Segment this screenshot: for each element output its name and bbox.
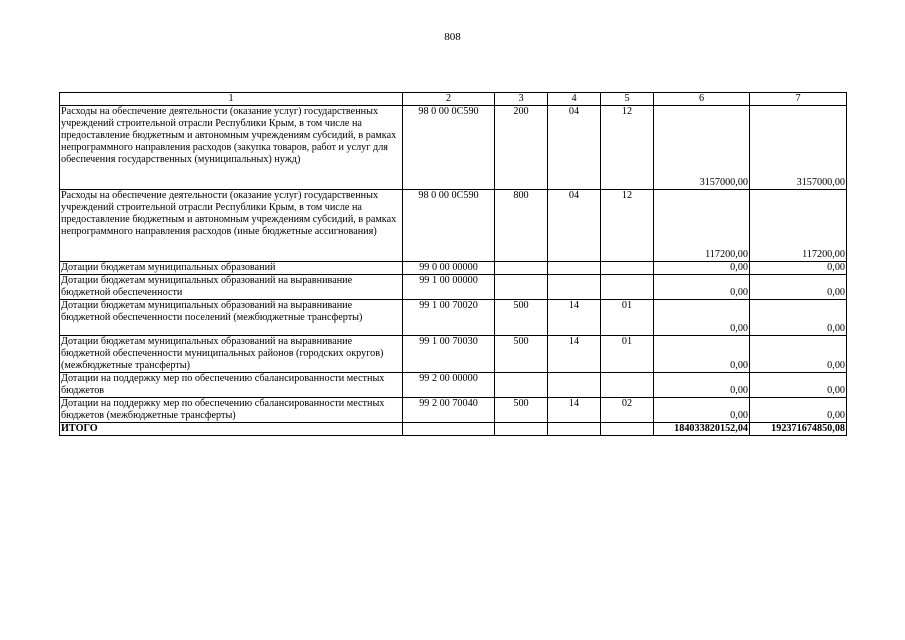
row-sum-2: 0,00 — [750, 262, 847, 275]
row-kvr — [495, 275, 548, 300]
row-code: 99 1 00 00000 — [403, 275, 495, 300]
row-name: Дотации бюджетам муниципальных образований на выравнивание бюджетной обеспеченности поселений (межбюджетные трансферты) — [60, 300, 403, 336]
row-sum-2: 0,00 — [750, 275, 847, 300]
row-kvr — [495, 262, 548, 275]
column-header: 7 — [750, 93, 847, 106]
column-header: 2 — [403, 93, 495, 106]
total-label: ИТОГО — [60, 423, 403, 436]
page-number: 808 — [444, 31, 461, 43]
empty-cell — [601, 423, 654, 436]
row-rz: 04 — [548, 106, 601, 190]
column-header: 6 — [654, 93, 750, 106]
row-sum-1: 3157000,00 — [654, 106, 750, 190]
row-pr: 02 — [601, 398, 654, 423]
row-pr — [601, 373, 654, 398]
table-row — [60, 275, 847, 300]
table-row — [60, 373, 847, 398]
table-row — [60, 398, 847, 423]
row-rz — [548, 262, 601, 275]
row-rz — [548, 275, 601, 300]
row-name: Дотации на поддержку мер по обеспечению сбалансированности местных бюджетов (межбюджетные трансферты) — [60, 398, 403, 423]
row-pr — [601, 262, 654, 275]
row-kvr: 500 — [495, 336, 548, 373]
row-name: Дотации на поддержку мер по обеспечению сбалансированности местных бюджетов — [60, 373, 403, 398]
empty-cell — [495, 423, 548, 436]
row-sum-2: 0,00 — [750, 300, 847, 336]
row-sum-2: 0,00 — [750, 373, 847, 398]
column-header: 1 — [60, 93, 403, 106]
table-row — [60, 336, 847, 373]
row-rz: 14 — [548, 336, 601, 373]
row-code: 99 2 00 70040 — [403, 398, 495, 423]
row-name: Расходы на обеспечение деятельности (оказание услуг) государственных учреждений строительной отрасли Республики Крым, в том числе на предоставление бюджетным и автономным учреждениям субсидий, в рамках непрограммного направления расходов (закупка товаров, работ и услуг для обеспечения государственных (муниципальных) нужд) — [60, 106, 403, 190]
row-code: 99 2 00 00000 — [403, 373, 495, 398]
row-sum-2: 3157000,00 — [750, 106, 847, 190]
row-sum-1: 0,00 — [654, 275, 750, 300]
table-row — [60, 262, 847, 275]
row-rz: 04 — [548, 190, 601, 262]
row-rz: 14 — [548, 398, 601, 423]
row-kvr: 500 — [495, 398, 548, 423]
total-row — [60, 423, 847, 436]
row-rz: 14 — [548, 300, 601, 336]
row-code: 99 1 00 70030 — [403, 336, 495, 373]
total-sum-2: 192371674850,08 — [750, 423, 847, 436]
table-header-row — [60, 93, 847, 106]
row-sum-1: 0,00 — [654, 336, 750, 373]
row-sum-1: 0,00 — [654, 300, 750, 336]
row-code: 99 1 00 70020 — [403, 300, 495, 336]
row-pr: 12 — [601, 190, 654, 262]
row-pr — [601, 275, 654, 300]
table-row — [60, 190, 847, 262]
row-sum-2: 117200,00 — [750, 190, 847, 262]
row-pr: 12 — [601, 106, 654, 190]
row-code: 99 0 00 00000 — [403, 262, 495, 275]
row-sum-1: 0,00 — [654, 398, 750, 423]
row-name: Расходы на обеспечение деятельности (оказание услуг) государственных учреждений строительной отрасли Республики Крым, в том числе на предоставление бюджетным и автономным учреждениям субсидий, в рамках непрограммного направления расходов (иные бюджетные ассигнования) — [60, 190, 403, 262]
row-code: 98 0 00 0С590 — [403, 106, 495, 190]
table-row — [60, 300, 847, 336]
row-kvr: 800 — [495, 190, 548, 262]
row-sum-2: 0,00 — [750, 336, 847, 373]
row-kvr: 500 — [495, 300, 548, 336]
table-row — [60, 106, 847, 190]
column-header: 3 — [495, 93, 548, 106]
row-name: Дотации бюджетам муниципальных образований на выравнивание бюджетной обеспеченности — [60, 275, 403, 300]
row-pr: 01 — [601, 300, 654, 336]
row-sum-2: 0,00 — [750, 398, 847, 423]
budget-table — [59, 92, 847, 436]
row-sum-1: 117200,00 — [654, 190, 750, 262]
row-pr: 01 — [601, 336, 654, 373]
empty-cell — [548, 423, 601, 436]
row-sum-1: 0,00 — [654, 373, 750, 398]
row-code: 98 0 00 0С590 — [403, 190, 495, 262]
empty-cell — [403, 423, 495, 436]
row-kvr: 200 — [495, 106, 548, 190]
row-rz — [548, 373, 601, 398]
row-sum-1: 0,00 — [654, 262, 750, 275]
total-sum-1: 184033820152,04 — [654, 423, 750, 436]
column-header: 5 — [601, 93, 654, 106]
row-name: Дотации бюджетам муниципальных образований на выравнивание бюджетной обеспеченности муниципальных районов (городских округов) (межбюджетные трансферты) — [60, 336, 403, 373]
column-header: 4 — [548, 93, 601, 106]
row-name: Дотации бюджетам муниципальных образований — [60, 262, 403, 275]
row-kvr — [495, 373, 548, 398]
